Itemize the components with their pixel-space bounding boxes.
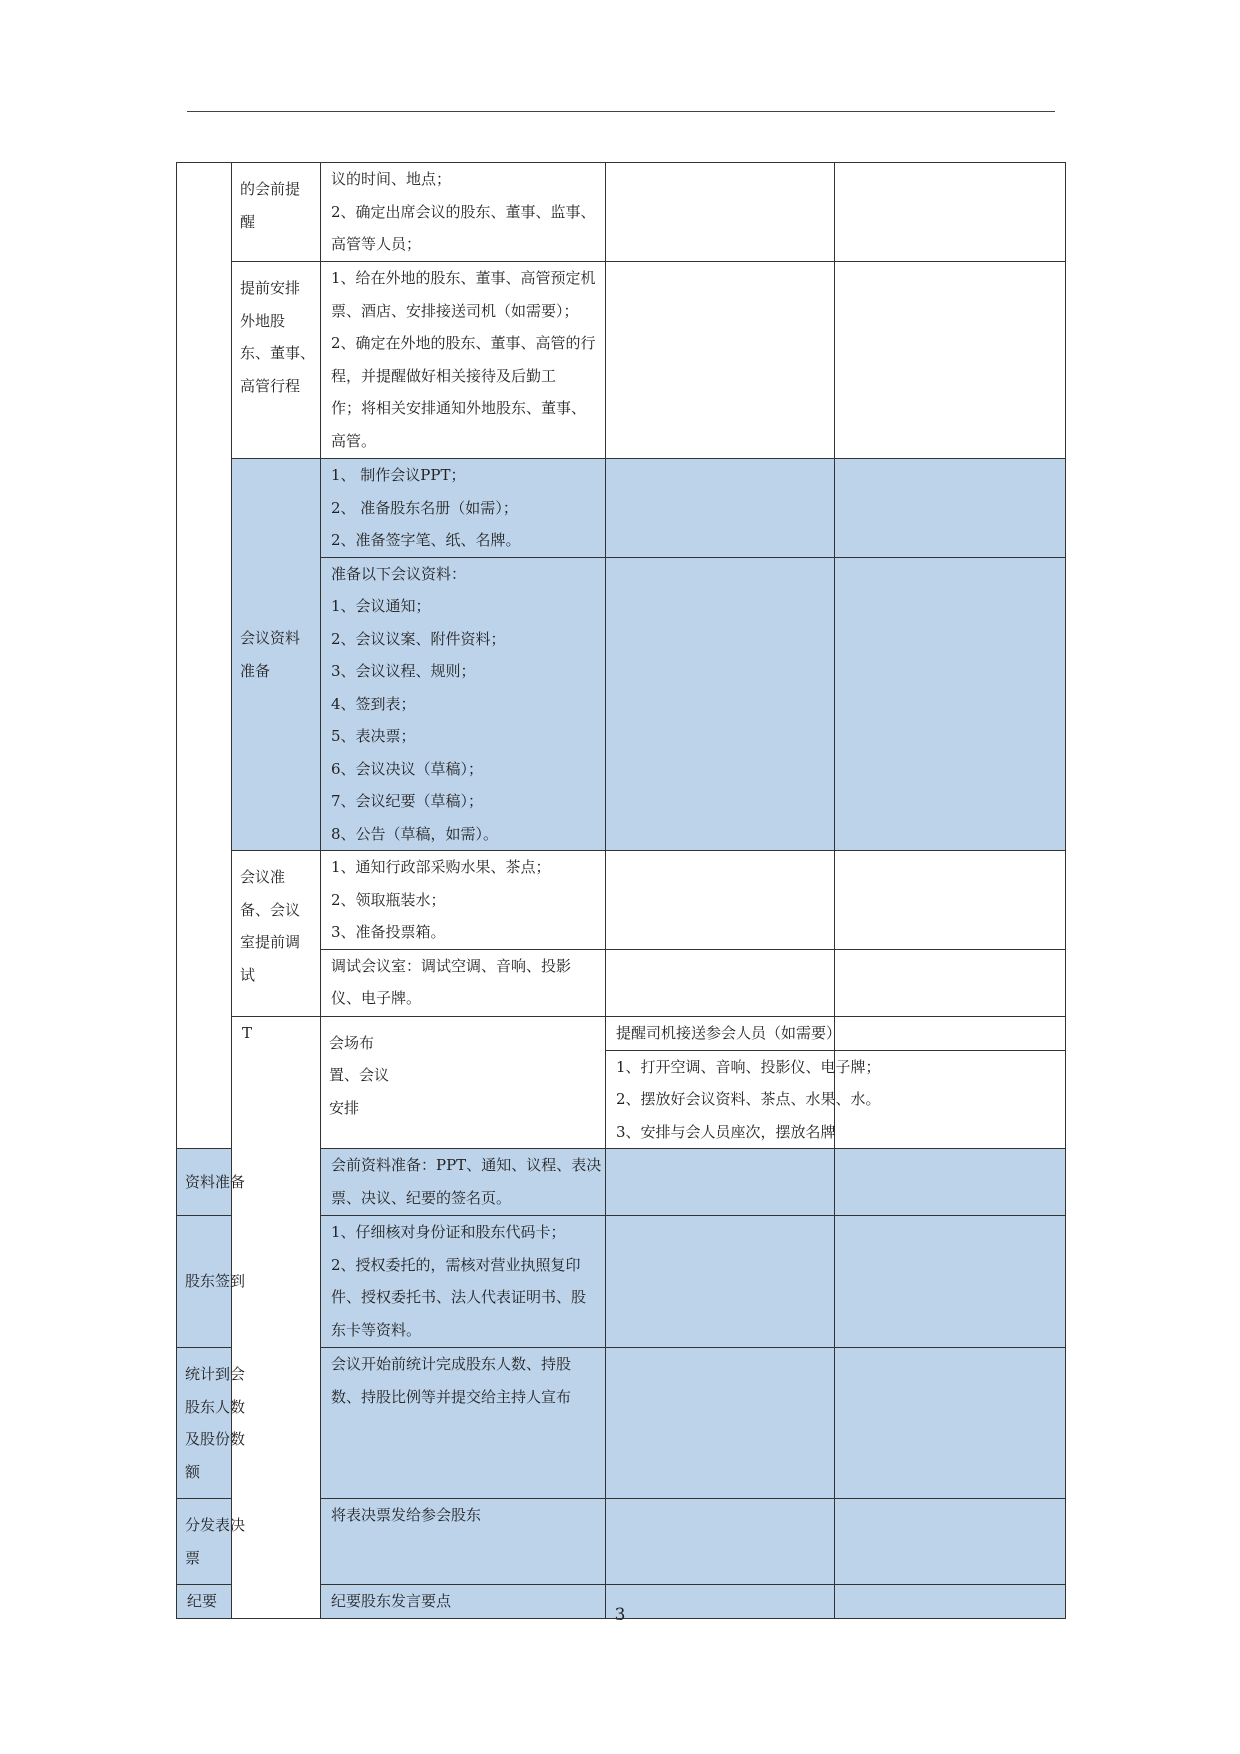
- responsible-cell: [606, 1499, 835, 1585]
- responsible-cell: [606, 949, 835, 1016]
- remark-cell: [835, 949, 1066, 1016]
- table-row: [177, 1016, 1066, 1050]
- table-row: [177, 459, 1066, 558]
- responsible-cell: [606, 262, 835, 459]
- header-rule: [187, 111, 1055, 112]
- task-cell: 1、打开空调、音响、投影仪、电子牌； 2、摆放好会议资料、茶点、水果、水。 3、安排与会人员座次，摆放名牌: [606, 1050, 835, 1149]
- task-cell: 将表决票发给参会股东: [321, 1499, 606, 1585]
- responsible-cell: [606, 1216, 835, 1348]
- task-cell: 1、 制作会议PPT； 2、 准备股东名册（如需）； 2、准备签字笔、纸、名牌。: [321, 459, 606, 558]
- remark-cell: [835, 1499, 1066, 1585]
- stage-cell: 会场布 置、会议 安排: [321, 1016, 606, 1149]
- stage-cell: 资料准备: [177, 1149, 232, 1216]
- table-row: [177, 851, 1066, 950]
- task-cell: 调试会议室：调试空调、音响、投影 仪、电子牌。: [321, 949, 606, 1016]
- task-cell: 议的时间、地点； 2、确定出席会议的股东、董事、监事、 高管等人员；: [321, 163, 606, 262]
- task-cell: 1、给在外地的股东、董事、高管预定机 票、酒店、安排接送司机（如需要）； 2、确定在外地的股东、董事、高管的行 程，并提醒做好相关接待及后勤工 作；将相关安排通知外地股东、董事、 高管。: [321, 262, 606, 459]
- remark-cell: [835, 262, 1066, 459]
- task-cell: 会议开始前统计完成股东人数、持股 数、持股比例等并提交给主持人宣布: [321, 1348, 606, 1499]
- table-row: [177, 262, 1066, 459]
- table-row: [177, 163, 1066, 262]
- remark-cell: [835, 851, 1066, 950]
- responsible-cell: [606, 459, 835, 558]
- remark-cell: [835, 459, 1066, 558]
- task-cell: 1、通知行政部采购水果、茶点； 2、领取瓶装水； 3、准备投票箱。: [321, 851, 606, 950]
- stage-cell: 会议准 备、会议 室提前调 试: [232, 851, 321, 1017]
- phase-cell-blank: [177, 163, 232, 1149]
- task-cell: 提醒司机接送参会人员（如需要）: [606, 1016, 835, 1050]
- task-cell: 1、仔细核对身份证和股东代码卡； 2、授权委托的，需核对营业执照复印 件、授权委托书、法人代表证明书、股 东卡等资料。: [321, 1216, 606, 1348]
- stage-cell: 会议资料 准备: [232, 459, 321, 851]
- stage-cell: 股东签到: [177, 1216, 232, 1348]
- remark-cell: [835, 1216, 1066, 1348]
- stage-cell: 统计到会 股东人数 及股份数 额: [177, 1348, 232, 1499]
- stage-cell: 提前安排 外地股 东、董事、 高管行程: [232, 262, 321, 459]
- stage-cell: 的会前提 醒: [232, 163, 321, 262]
- remark-cell: [835, 1149, 1066, 1216]
- stage-cell: 纪要: [177, 1585, 232, 1619]
- meeting-checklist-table: [176, 162, 1066, 1619]
- task-cell: 会前资料准备：PPT、通知、议程、表决 票、决议、纪要的签名页。: [321, 1149, 606, 1216]
- responsible-cell: [606, 163, 835, 262]
- remark-cell: [835, 163, 1066, 262]
- page-number: 3: [614, 1605, 626, 1625]
- responsible-cell: [606, 1348, 835, 1499]
- responsible-cell: [606, 557, 835, 851]
- responsible-cell: [606, 851, 835, 950]
- responsible-cell: [606, 1149, 835, 1216]
- responsible-cell: [835, 1016, 1066, 1050]
- remark-cell: [835, 1348, 1066, 1499]
- stage-cell: 分发表决 票: [177, 1499, 232, 1585]
- remark-cell: [835, 557, 1066, 851]
- task-cell: 纪要股东发言要点: [321, 1585, 606, 1619]
- phase-cell-t: T: [232, 1016, 321, 1618]
- task-cell: 准备以下会议资料： 1、会议通知； 2、会议议案、附件资料； 3、会议议程、规则； 4、签到表； 5、表决票； 6、会议决议（草稿）； 7、会议纪要（草稿）； 8、公告（草稿，如需）。: [321, 557, 606, 851]
